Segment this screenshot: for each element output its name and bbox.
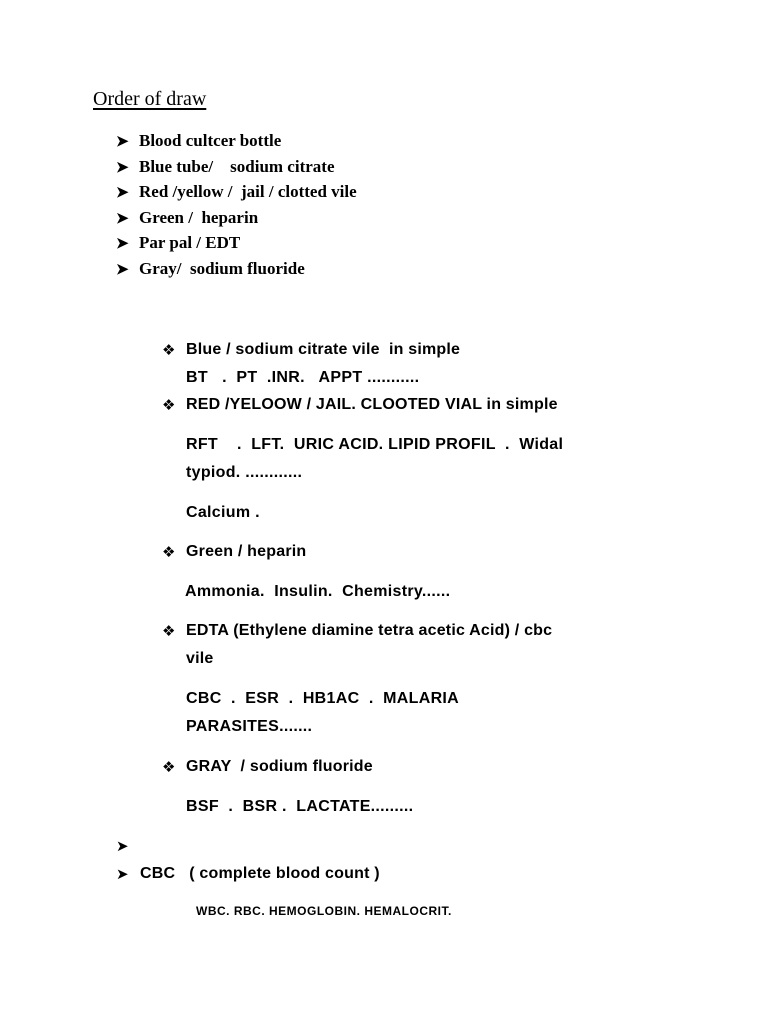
- order-item-label: Red /yellow / jail / clotted vile: [139, 182, 357, 201]
- order-item-5: [116, 233, 240, 254]
- arrow-bullet-icon: ➤: [116, 262, 129, 278]
- green-tube-tests: Ammonia. Insulin. Chemistry......: [185, 583, 451, 600]
- arrow-bullet-icon: ➤: [116, 236, 129, 252]
- diamond-bullet-icon: ❖: [162, 622, 176, 640]
- order-item-label: Blue tube/ sodium citrate: [139, 157, 335, 176]
- page-title: Order of draw: [93, 88, 207, 110]
- diamond-bullet-icon: ❖: [162, 396, 176, 414]
- arrow-bullet-icon: ➤: [116, 134, 129, 150]
- red-tube-heading: RED /YELOOW / JAIL. CLOOTED VIAL in simple: [186, 396, 558, 413]
- arrow-bullet-icon: ➤: [116, 160, 129, 176]
- order-item-1: [116, 131, 281, 152]
- order-item-label: Gray/ sodium fluoride: [139, 259, 305, 278]
- order-item-6: [116, 259, 305, 280]
- order-item-label: Green / heparin: [139, 208, 259, 227]
- blue-tube-heading: Blue / sodium citrate vile in simple: [186, 341, 461, 358]
- arrow-bullet-icon: ➤: [116, 211, 129, 227]
- edta-tube-tests-line2: PARASITES.......: [186, 718, 313, 735]
- red-tube-tests-line2: typiod. ............: [186, 464, 303, 481]
- red-tube-tests-line3: Calcium .: [186, 504, 260, 521]
- edta-tube-heading-line2: vile: [186, 650, 214, 667]
- edta-tube-heading-line1: EDTA (Ethylene diamine tetra acetic Acid) / cbc: [186, 622, 553, 639]
- green-tube-heading: Green / heparin: [186, 543, 307, 560]
- order-item-label: Par pal / EDT: [139, 233, 241, 252]
- order-item-4: [116, 208, 258, 229]
- gray-tube-heading: GRAY / sodium fluoride: [186, 758, 373, 775]
- order-item-label: Blood cultcer bottle: [139, 131, 282, 150]
- edta-tube-tests-line1: CBC . ESR . HB1AC . MALARIA: [186, 690, 460, 707]
- gray-tube-tests: BSF . BSR . LACTATE.........: [186, 798, 414, 815]
- diamond-bullet-icon: ❖: [162, 341, 176, 359]
- arrow-bullet-icon: ➤: [116, 837, 129, 855]
- diamond-bullet-icon: ❖: [162, 543, 176, 561]
- order-item-3: [116, 182, 357, 203]
- blue-tube-tests: BT . PT .INR. APPT ...........: [186, 369, 420, 386]
- red-tube-tests-line1: RFT . LFT. URIC ACID. LIPID PROFIL . Widal: [186, 436, 564, 453]
- arrow-bullet-icon: ➤: [116, 865, 129, 883]
- diamond-bullet-icon: ❖: [162, 758, 176, 776]
- cbc-heading: CBC ( complete blood count ): [140, 865, 380, 882]
- order-item-2: [116, 157, 335, 178]
- cbc-components: WBC. RBC. HEMOGLOBIN. HEMALOCRIT.: [196, 904, 452, 918]
- arrow-bullet-icon: ➤: [116, 185, 129, 201]
